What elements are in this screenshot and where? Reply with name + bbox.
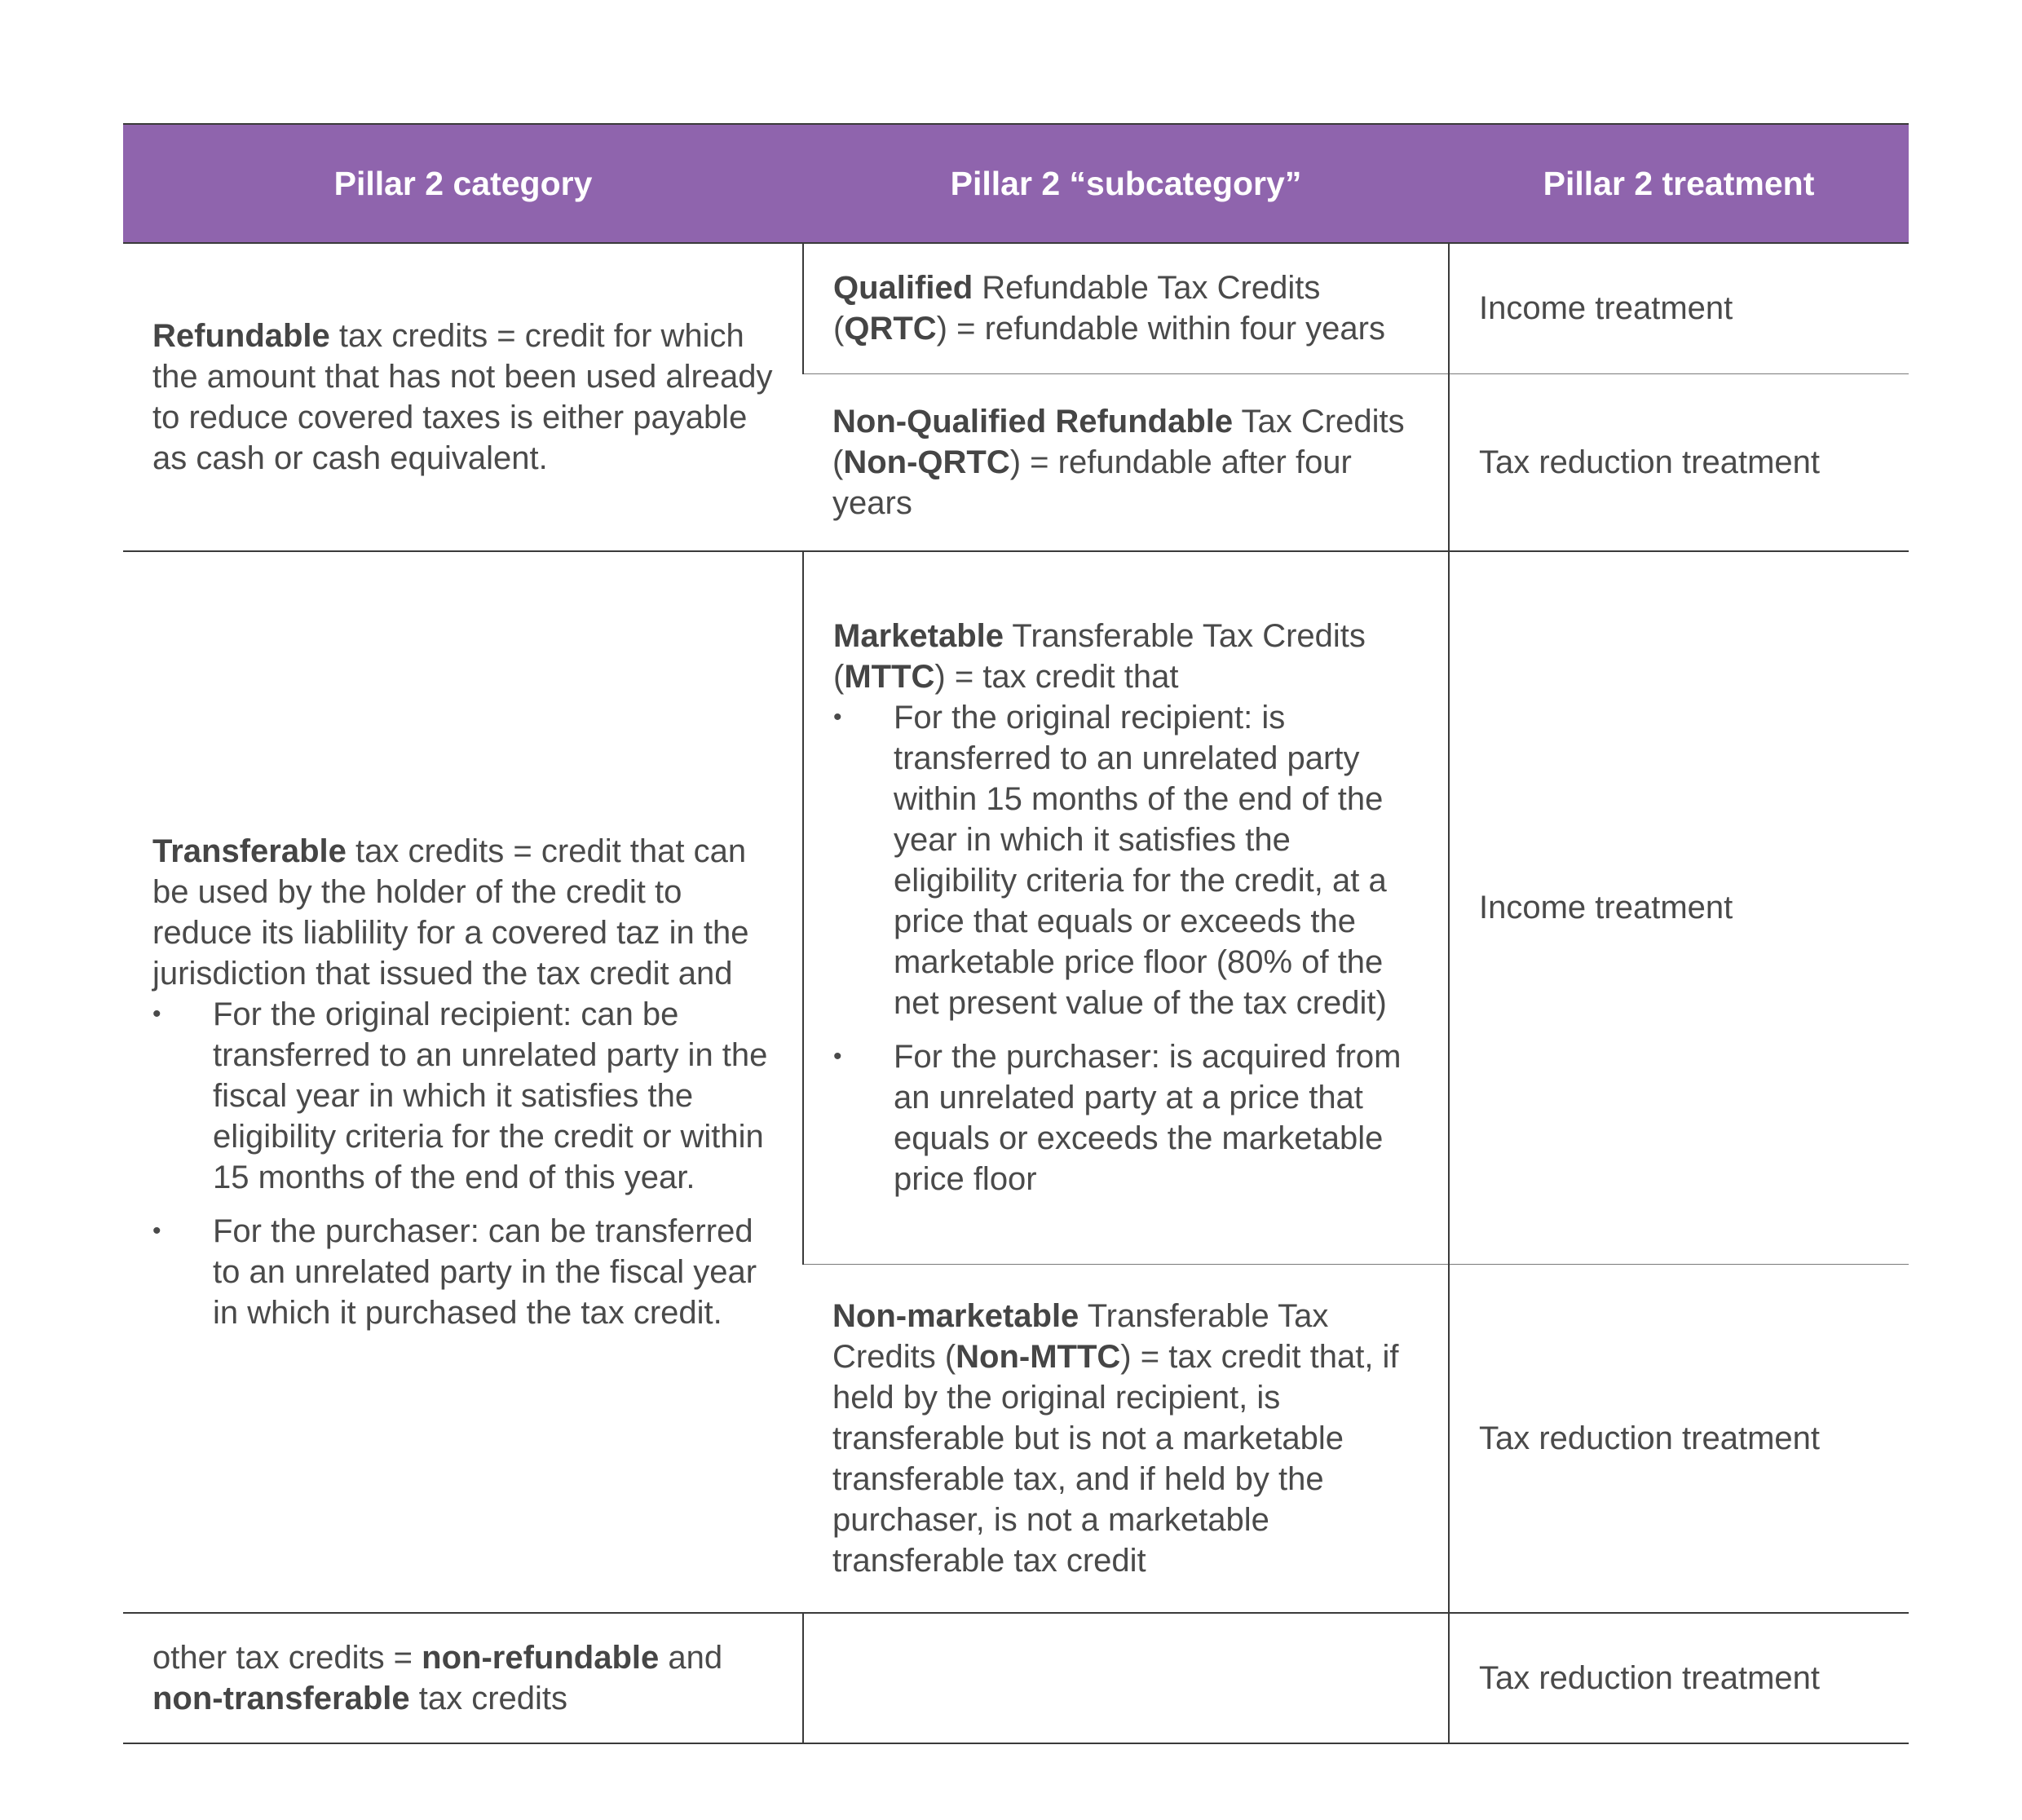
list-item xyxy=(833,697,1419,1023)
treatment-mttc-text: Income treatment xyxy=(1479,890,1733,926)
category-transferable-bold: Transferable xyxy=(152,833,347,869)
non-qrtc-text1: Tax Credits ( xyxy=(832,403,1405,480)
subcategory-other xyxy=(803,1613,1449,1743)
treatment-non-mttc xyxy=(1449,1264,1909,1613)
treatment-qrtc xyxy=(1449,243,1909,373)
non-qrtc-abbr: Non-QRTC xyxy=(843,444,1010,480)
table-body xyxy=(123,243,1909,1743)
treatment-non-qrtc xyxy=(1449,373,1909,551)
subcategory-qrtc xyxy=(803,243,1449,373)
treatment-non-qrtc-text: Tax reduction treatment xyxy=(1479,444,1820,480)
bullet-icon: • xyxy=(152,1001,161,1027)
subcategory-non-mttc xyxy=(803,1264,1449,1613)
other-text2: and xyxy=(659,1640,723,1676)
list-item xyxy=(152,1211,773,1333)
non-mttc-text1: Transferable Tax Credits ( xyxy=(832,1297,1329,1375)
list-item-text: For the original recipient: is transferred to an unrelated party within 15 months of the end of the year in which it satisfies the eligibility criteria for the credit, at a price that equals or exceeds the marketable price floor (80% of the net present value of the tax credit) xyxy=(894,700,1387,1022)
other-text1: other tax credits = xyxy=(152,1640,422,1676)
qrtc-bold: Qualified xyxy=(833,270,973,307)
non-mttc-bold: Non-marketable xyxy=(832,1297,1079,1334)
subcategory-non-qrtc xyxy=(803,373,1449,551)
non-qrtc-bold: Non-Qualified Refundable xyxy=(832,403,1234,440)
treatment-mttc xyxy=(1449,551,1909,1264)
table-row xyxy=(123,243,1909,373)
list-item-text: For the purchaser: can be transferred to an unrelated party in the fiscal year in which it purchased the tax credit. xyxy=(213,1213,757,1331)
bullet-icon: • xyxy=(152,1217,161,1244)
treatment-other-text: Tax reduction treatment xyxy=(1479,1660,1820,1696)
qrtc-text1: Refundable Tax Credits ( xyxy=(833,270,1321,347)
treatment-non-mttc-text: Tax reduction treatment xyxy=(1479,1420,1820,1456)
mttc-bold: Marketable xyxy=(833,618,1004,655)
list-item-text: For the purchaser: is acquired from an unrelated party at a price that equals or exceeds the marketable price floor xyxy=(894,1039,1402,1198)
category-transferable xyxy=(123,551,803,1613)
category-refundable-bold: Refundable xyxy=(152,318,330,354)
category-other xyxy=(123,1613,803,1743)
mttc-text1: Transferable Tax Credits ( xyxy=(833,618,1366,696)
bullet-icon: • xyxy=(833,1043,842,1071)
header-subcategory: Pillar 2 “subcategory” xyxy=(803,124,1449,243)
category-refundable xyxy=(123,243,803,551)
header-treatment: Pillar 2 treatment xyxy=(1449,124,1909,243)
mttc-text2: ) = tax credit that xyxy=(934,659,1179,696)
tax-credit-table xyxy=(123,123,1909,1744)
mttc-bullets xyxy=(833,697,1419,1199)
list-item-text: For the original recipient: can be transferred to an unrelated party in the fiscal year in which it satisfies the eligibility criteria for the credit or within 15 months of the end of this year. xyxy=(213,996,768,1195)
list-item xyxy=(152,994,773,1198)
header-row xyxy=(123,124,1909,243)
non-mttc-text2: ) = tax credit that, if held by the original recipient, is transferable but is not a marketable transferable tax, and if held by the purchaser, is not a marketable transferable tax credit xyxy=(832,1338,1399,1579)
table-row xyxy=(123,1613,1909,1743)
category-transferable-text: tax credits = credit that can be used by the holder of the credit to reduce its liablility for a covered taz in the jurisdiction that issued the tax credit and xyxy=(152,833,749,992)
category-transferable-bullets xyxy=(152,994,773,1333)
list-item xyxy=(833,1036,1419,1199)
header-category: Pillar 2 category xyxy=(123,124,803,243)
subcategory-mttc xyxy=(803,551,1449,1264)
category-refundable-text: tax credits = credit for which the amount that has not been used already to reduce covered taxes is either payable as cash or cash equivalent. xyxy=(152,318,773,476)
other-bold2: non-transferable xyxy=(152,1681,410,1716)
table-header xyxy=(123,124,1909,243)
table-row xyxy=(123,551,1909,1264)
other-bold1: non-refundable xyxy=(422,1640,660,1676)
non-mttc-abbr: Non-MTTC xyxy=(956,1338,1121,1375)
bullet-icon: • xyxy=(833,704,842,731)
treatment-qrtc-text: Income treatment xyxy=(1479,290,1733,327)
non-qrtc-text2: ) = refundable after four years xyxy=(832,444,1352,521)
mttc-abbr: MTTC xyxy=(844,659,935,696)
treatment-other xyxy=(1449,1613,1909,1743)
qrtc-abbr: QRTC xyxy=(844,311,937,347)
other-text3: tax credits xyxy=(409,1681,568,1716)
qrtc-text2: ) = refundable within four years xyxy=(936,311,1385,347)
